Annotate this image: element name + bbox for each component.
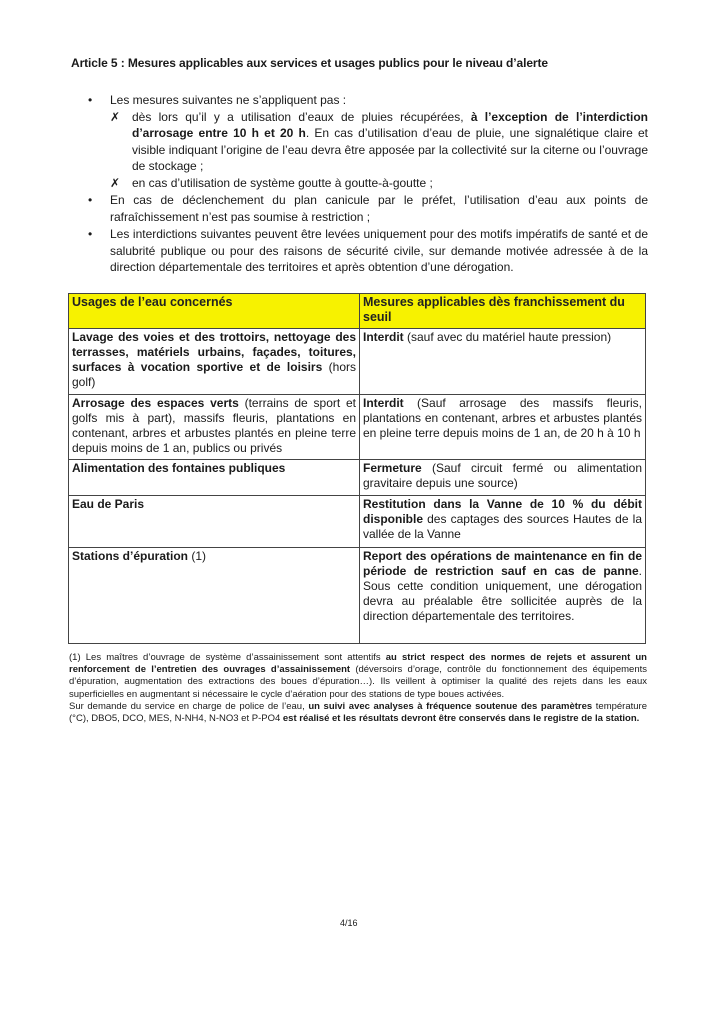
table-cell bbox=[69, 329, 360, 395]
list-item bbox=[88, 92, 648, 191]
footnote-text-bold: . bbox=[636, 713, 640, 725]
sub-list-item bbox=[110, 109, 648, 175]
sub-text: dès lors qu’il y a utilisation d’eaux de pluies récupérées, bbox=[132, 109, 471, 124]
cell-text: (terrains de sport et golfs mis à part), massifs fleuris, plantations en contenant, arbres et arbustes plantés en pleine terre depuis moins de 1 an, publics ou privés bbox=[72, 396, 356, 455]
cell-text-bold: Alimentation des fontaines publiques bbox=[72, 461, 286, 475]
table-cell bbox=[360, 329, 646, 395]
cell-text: des captages des sources Hautes de la vallée de la Vanne bbox=[363, 512, 642, 541]
cell-text-bold: Stations d’épuration bbox=[72, 549, 189, 563]
cell-text-bold: Report des opérations de maintenance en fin de période de restriction sauf en cas de panne bbox=[363, 549, 642, 578]
measures-list bbox=[88, 92, 648, 277]
table-cell bbox=[69, 395, 360, 460]
cell-text-bold: Lavage des voies et des trottoirs, nettoyage des terrasses, matériels urbains, façades, toitures, surfaces à vocation sportive et de loisirs bbox=[72, 330, 356, 374]
footnote-text: (déversoirs d’orage, contrôle du fonctionnement des équipements d’épuration, augmentation des extractions des boues d’épuration…). Ils veillent à optimiser la qualité des rejets dans les eaux superficielles en augmentant si nécessaire le cycle d’aération pour des stations de type boues activées. bbox=[69, 664, 647, 700]
table-header-row bbox=[69, 294, 646, 329]
bullet-text: Les mesures suivantes ne s’appliquent pas : bbox=[110, 93, 347, 107]
table-cell bbox=[69, 548, 360, 644]
cell-text-bold: Fermeture bbox=[363, 461, 422, 475]
bullet-icon: • bbox=[88, 93, 93, 107]
cell-text: (1) bbox=[188, 549, 207, 563]
page-number: 4/16 bbox=[340, 918, 358, 928]
footnote-text-bold: est réalisé et les résultats devront être conservés dans le registre de la station bbox=[282, 713, 637, 725]
cell-text: (sauf avec du matériel haute pression) bbox=[403, 330, 612, 344]
footnote-text: température (°C), DBO5, DCO, MES, N-NH4, N-NO3 et P-PO4 bbox=[69, 700, 647, 725]
sub-text: en cas d’utilisation de système goutte à goutte-à-goutte ; bbox=[132, 175, 433, 190]
list-item bbox=[88, 192, 648, 225]
table-row bbox=[69, 329, 646, 395]
table-cell bbox=[69, 496, 360, 548]
cell-text-bold: Arrosage des espaces verts bbox=[72, 396, 239, 410]
column-header-measures: Mesures applicables dès franchissement du seuil bbox=[360, 294, 646, 329]
cell-text: . Sous cette condition uniquement, une dérogation devra au préalable être sollicitée auprès de la direction départementale des territoires. bbox=[363, 564, 642, 623]
table-row bbox=[69, 548, 646, 644]
cell-text-bold: Restitution dans la Vanne de 10 % du débit disponible bbox=[363, 497, 642, 526]
cell-text-bold: Eau de Paris bbox=[72, 497, 145, 511]
table-cell bbox=[360, 548, 646, 644]
cell-text: (Sauf arrosage des massifs fleuris, plantations en contenant, arbres et arbustes plantés en pleine terre depuis moins de 1 an, de 20 h à 10 h bbox=[363, 396, 642, 440]
footnote-text-bold: un suivi avec analyses à fréquence soutenue des paramètres bbox=[308, 700, 593, 712]
footnote-text: Sur demande du service en charge de police de l’eau, bbox=[69, 700, 309, 712]
sub-text: . En cas d’utilisation d’eau de pluie, une signalétique claire et visible indiquant l’origine de l’eau devra être apposée par la collectivité sur la citerne ou l’ouvrage de stockage ; bbox=[132, 126, 649, 173]
sub-text-bold: à l’exception de l’interdiction d’arrosage entre 10 h et 20 h bbox=[132, 109, 648, 140]
measures-table bbox=[68, 293, 646, 644]
table-cell bbox=[69, 460, 360, 496]
sub-list-item bbox=[110, 175, 648, 192]
cross-bullet-icon: ✗ bbox=[110, 109, 121, 124]
table-cell bbox=[360, 395, 646, 460]
table-cell bbox=[360, 460, 646, 496]
cell-text: (Sauf circuit fermé ou alimentation gravitaire depuis une source) bbox=[363, 461, 642, 490]
table-row bbox=[69, 496, 646, 548]
table-cell bbox=[360, 496, 646, 548]
cell-text-bold: Interdit bbox=[363, 330, 404, 344]
table-row bbox=[69, 460, 646, 496]
bullet-icon: • bbox=[88, 193, 93, 207]
bullet-text: En cas de déclenchement du plan canicule par le préfet, l’utilisation d’eau aux points de rafraîchissement n’est pas soumise à restriction ; bbox=[110, 193, 648, 224]
table-row bbox=[69, 395, 646, 460]
cell-text: (hors golf) bbox=[72, 360, 356, 389]
article-title: Article 5 : Mesures applicables aux services et usages publics pour le niveau d’alerte bbox=[71, 56, 548, 70]
footnote-paragraph bbox=[69, 652, 647, 701]
footnote-text: (1) Les maîtres d’ouvrage de système d’assainissement sont attentifs bbox=[69, 652, 386, 663]
cross-bullet-icon: ✗ bbox=[110, 175, 121, 190]
bullet-text: Les interdictions suivantes peuvent être levées uniquement pour des motifs impératifs de santé et de salubrité publique ou pour des raisons de sécurité civile, sur demande motivée adressée à de la direction départementale des territoires et après obtention d’une dérogation. bbox=[110, 227, 648, 274]
footnote-text-bold: au strict respect des normes de rejets et assurent un renforcement de l’entretien des ouvrages d’assainissement bbox=[69, 652, 647, 676]
cell-text-bold: Interdit bbox=[363, 396, 404, 410]
footnote bbox=[69, 652, 647, 725]
bullet-icon: • bbox=[88, 227, 93, 241]
column-header-usages: Usages de l’eau concernés bbox=[69, 294, 360, 329]
list-item bbox=[88, 226, 648, 276]
footnote-paragraph bbox=[69, 701, 647, 725]
